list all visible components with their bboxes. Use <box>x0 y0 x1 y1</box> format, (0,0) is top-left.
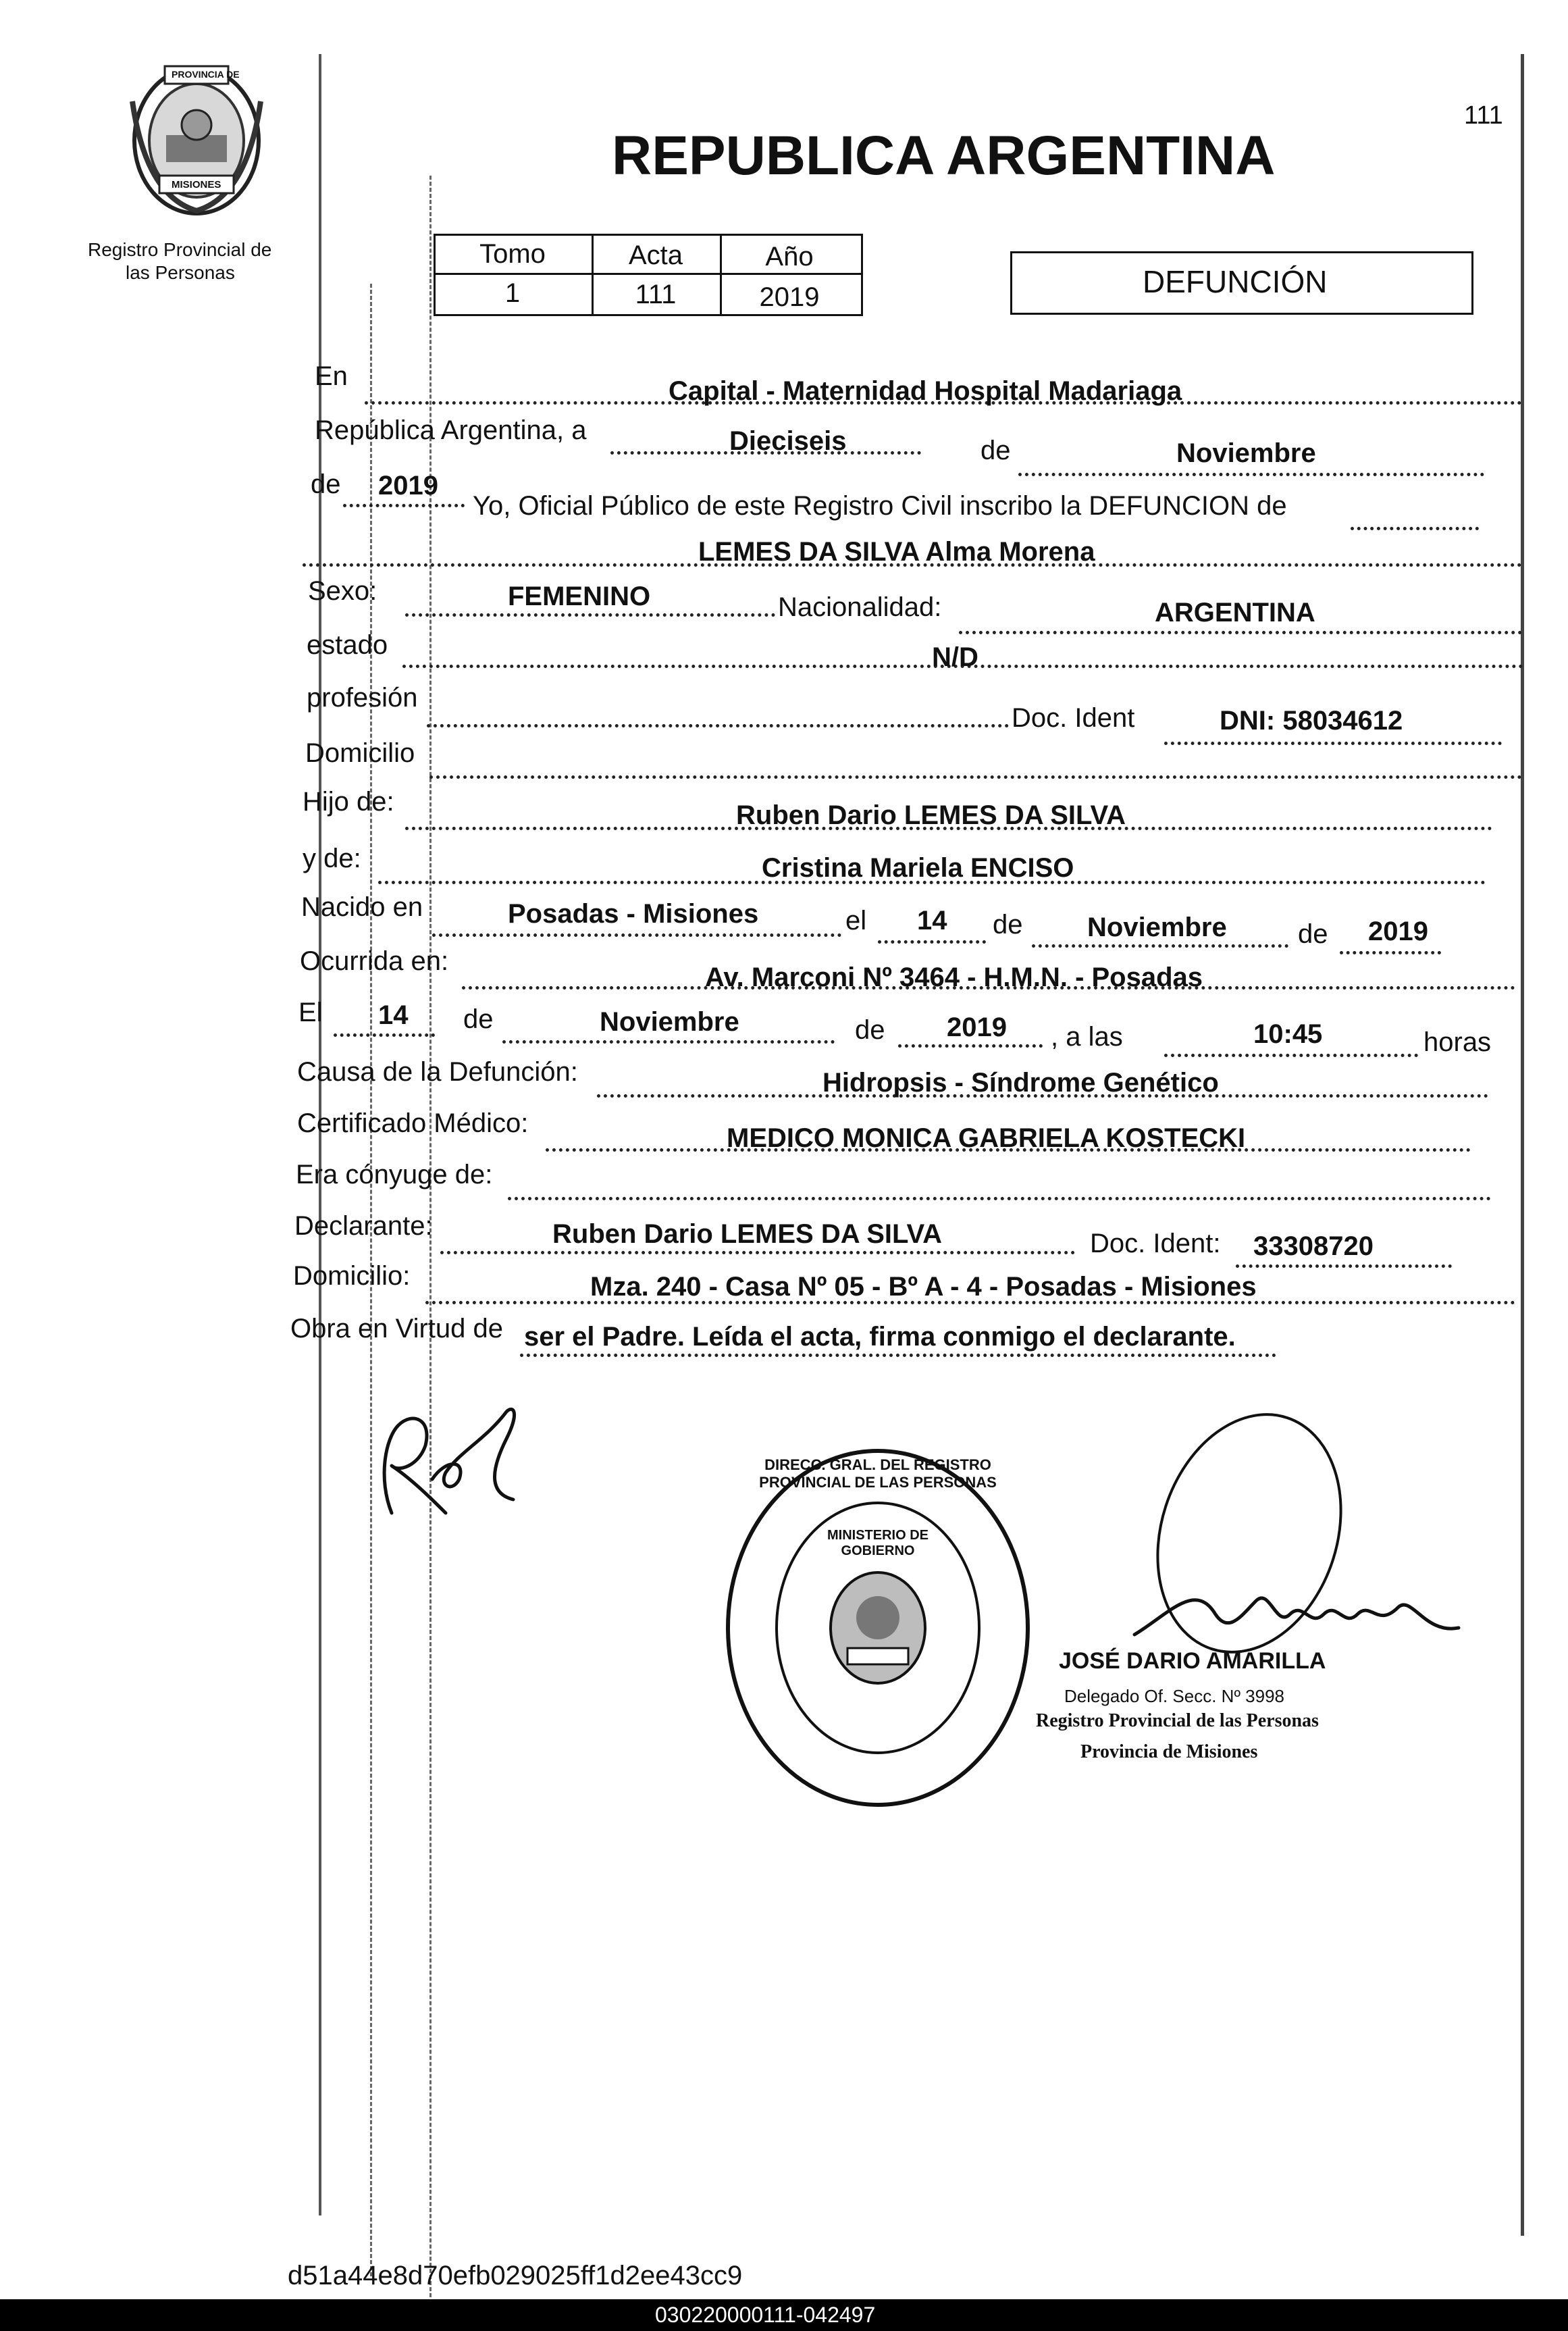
table-header-anio: Año <box>765 242 814 272</box>
certificado-label: Certificado Médico: <box>297 1108 529 1138</box>
def-anio: 2019 <box>947 1013 1007 1042</box>
def-hora: 10:45 <box>1253 1019 1323 1049</box>
anio-value: 2019 <box>378 471 438 501</box>
nacido-value: Posadas - Misiones <box>508 899 759 929</box>
estado-label: estado <box>307 630 388 660</box>
official-signature-icon <box>1107 1412 1486 1722</box>
domicilio-label: Domicilio <box>305 738 415 768</box>
table-header-acta: Acta <box>628 240 683 270</box>
declarant-signature <box>351 1398 533 1527</box>
official-seal <box>723 1445 1033 1810</box>
table-header-tomo: Tomo <box>479 239 546 269</box>
official-name: JOSÉ DARIO AMARILLA <box>1059 1648 1326 1674</box>
anio-dots <box>343 504 465 507</box>
certificado-value: MEDICO MONICA GABRIELA KOSTECKI <box>727 1123 1246 1153</box>
nac-anio: 2019 <box>1368 917 1428 946</box>
table-value-acta: 111 <box>635 280 677 309</box>
de-label: de <box>981 436 1011 465</box>
mes-dots <box>1018 473 1484 476</box>
doc-value: DNI: 58034612 <box>1220 706 1403 736</box>
province-logo <box>119 61 274 216</box>
seal-outer-text: DIRECC. GRAL. DEL REGISTRO PROVINCIAL DE LAS PERSONAS <box>759 1456 997 1491</box>
conyuge-label: Era cónyuge de: <box>296 1160 493 1189</box>
seal-inner-text: MINISTERIO DE GOBIERNO <box>827 1528 929 1558</box>
alas-label: , a las <box>1051 1022 1123 1052</box>
nac-anio-dots <box>1340 951 1441 954</box>
def-de1-label: de <box>463 1004 494 1034</box>
oficial-dots <box>1351 527 1479 530</box>
document-hash: d51a44e8d70efb029025ff1d2ee43cc9 <box>288 2261 743 2290</box>
en-value: Capital - Maternidad Hospital Madariaga <box>669 376 1182 406</box>
declarante-label: Declarante: <box>294 1211 433 1241</box>
org-name-line1: Registro Provincial de <box>88 239 272 260</box>
el-label: el <box>845 906 867 936</box>
handwritten-signature-icon <box>351 1398 533 1527</box>
domicilio2-value: Mza. 240 - Casa Nº 05 - Bº A - 4 - Posadas - Misiones <box>590 1272 1257 1302</box>
en-label: En <box>315 361 348 391</box>
nacido-label: Nacido en <box>301 892 423 922</box>
org-name-line2: las Personas <box>126 262 235 283</box>
table-value-tomo: 1 <box>504 278 521 308</box>
estado-value: N/D <box>932 642 978 672</box>
obra-label: Obra en Virtud de <box>290 1314 504 1343</box>
sexo-value: FEMENINO <box>508 582 651 611</box>
profesion-label: profesión <box>307 683 418 713</box>
doc-dots <box>1164 742 1502 745</box>
logo-text-top: PROVINCIA DE <box>172 69 240 80</box>
profesion-dots <box>427 724 1009 727</box>
ocurrida-value: Av. Marconi Nº 3464 - H.M.N. - Posadas <box>705 963 1203 992</box>
oficial-text: Yo, Oficial Público de este Registro Civil inscribo la DEFUNCION de <box>473 491 1287 521</box>
nac-de1-label: de <box>993 910 1023 940</box>
nac-dia: 14 <box>917 906 947 936</box>
def-mes: Noviembre <box>600 1007 739 1037</box>
dia-value: Dieciseis <box>729 426 847 456</box>
deceased-name: LEMES DA SILVA Alma Morena <box>698 537 1095 567</box>
nac-mes-dots <box>1032 944 1288 948</box>
record-type: DEFUNCIÓN <box>1143 264 1328 299</box>
causa-value: Hidropsis - Síndrome Genético <box>822 1068 1219 1098</box>
yde-value: Cristina Mariela ENCISO <box>762 853 1074 883</box>
hijo-value: Ruben Dario LEMES DA SILVA <box>736 800 1126 830</box>
page-number: 111 <box>1464 101 1503 130</box>
nacido-dots <box>432 933 841 937</box>
declarante-value: Ruben Dario LEMES DA SILVA <box>552 1219 943 1249</box>
doc2-value: 33308720 <box>1253 1231 1374 1261</box>
sexo-label: Sexo: <box>308 576 377 606</box>
doc2-label: Doc. Ident: <box>1090 1229 1221 1258</box>
registry-seal-icon <box>723 1445 1033 1810</box>
right-margin-line <box>1521 54 1524 2236</box>
def-dia: 14 <box>378 1000 409 1030</box>
nacionalidad-label: Nacionalidad: <box>778 592 942 622</box>
obra-dots <box>520 1354 1276 1357</box>
page-title: REPUBLICA ARGENTINA <box>612 125 1276 186</box>
official-signature <box>1107 1412 1486 1722</box>
def-hora-dots <box>1164 1054 1418 1057</box>
hijo-label: Hijo de: <box>303 787 394 817</box>
barcode-text: 030220000111-042497 <box>655 2303 876 2327</box>
nac-mes: Noviembre <box>1087 913 1227 942</box>
domicilio2-label: Domicilio: <box>293 1261 411 1291</box>
def-dia-dots <box>334 1033 435 1037</box>
yde-label: y de: <box>303 844 361 873</box>
el2-label: El <box>298 998 323 1027</box>
conyuge-dots <box>508 1197 1491 1200</box>
causa-label: Causa de la Defunción: <box>297 1057 578 1087</box>
nac-de2-label: de <box>1298 919 1328 949</box>
domicilio-dots <box>429 775 1522 779</box>
mes-value: Noviembre <box>1176 438 1316 468</box>
doc2-dots <box>1236 1264 1452 1268</box>
official-title: Delegado Of. Secc. Nº 3998 <box>1064 1686 1285 1706</box>
official-org: Registro Provincial de las Personas <box>1036 1710 1319 1731</box>
sexo-dots <box>405 613 775 617</box>
nac-dia-dots <box>878 940 986 944</box>
de2-label: de <box>311 469 341 499</box>
doc-label: Doc. Ident <box>1012 703 1135 733</box>
nacionalidad-value: ARGENTINA <box>1155 598 1315 627</box>
ocurrida-label: Ocurrida en: <box>300 946 449 976</box>
nacionalidad-dots <box>959 631 1522 634</box>
declarante-dots <box>440 1251 1075 1254</box>
official-province: Provincia de Misiones <box>1080 1741 1258 1762</box>
obra-value: ser el Padre. Leída el acta, firma conmigo el declarante. <box>524 1322 1236 1352</box>
def-mes-dots <box>502 1040 835 1044</box>
def-de2-label: de <box>855 1015 885 1045</box>
province-coat-of-arms-icon <box>119 61 274 216</box>
republica-label: República Argentina, a <box>315 415 587 445</box>
def-anio-dots <box>898 1044 1043 1048</box>
logo-text-bottom: MISIONES <box>172 179 221 190</box>
table-value-anio: 2019 <box>759 282 820 312</box>
horas-label: horas <box>1423 1027 1492 1057</box>
